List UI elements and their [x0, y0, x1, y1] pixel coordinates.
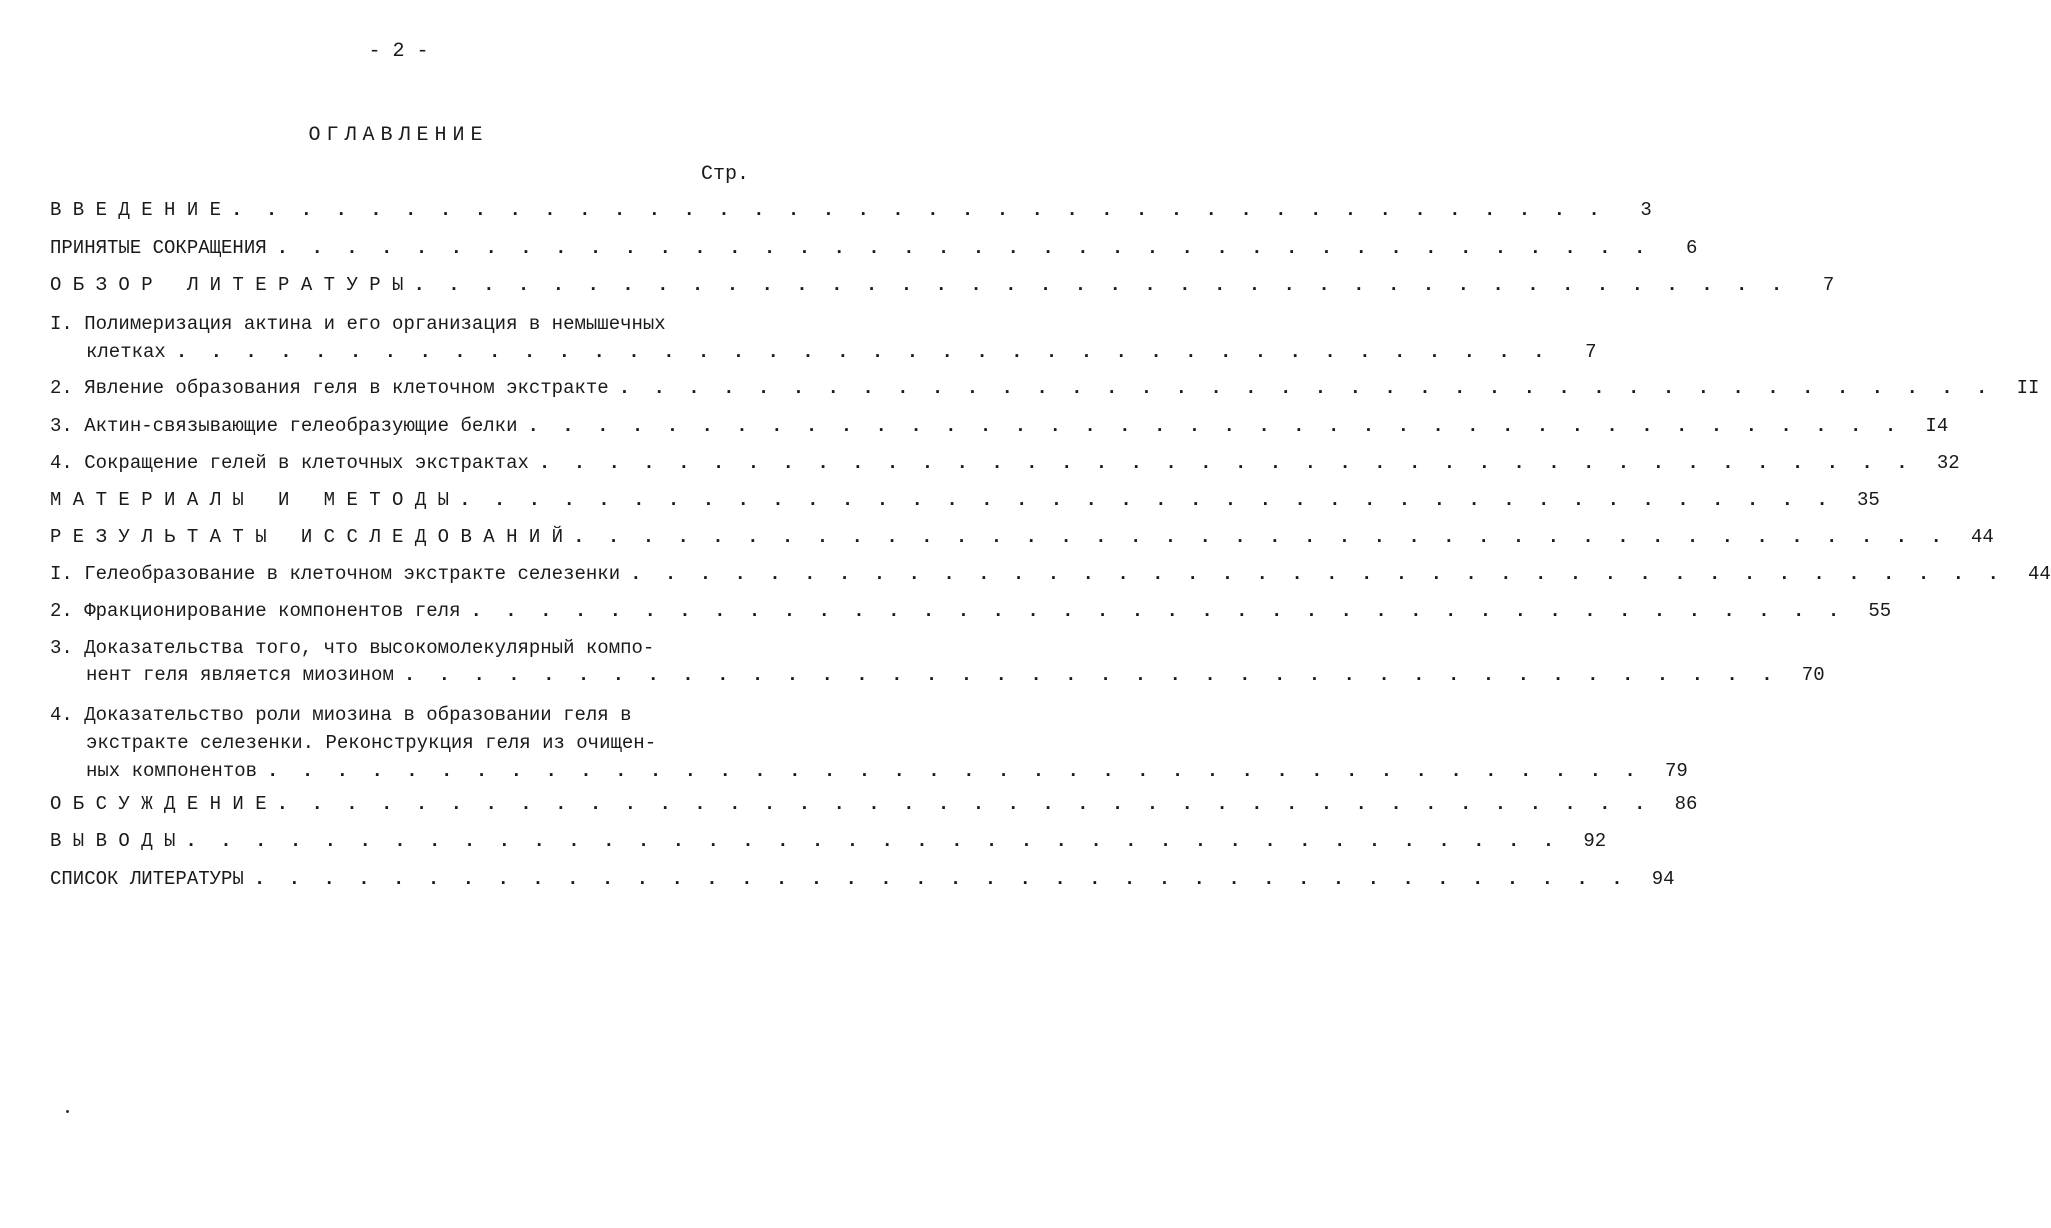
entry-page: 94 [1651, 868, 1675, 890]
page-number: - 2 - [368, 40, 429, 63]
entry-title: М А Т Е Р И А Л Ы И М Е Т О Д Ы [50, 489, 450, 511]
entry-page: 92 [1583, 830, 1607, 852]
toc-entry-materials-methods [50, 488, 1880, 512]
toc-entry-references [50, 867, 1675, 891]
entry-title: О Б З О Р Л И Т Е Р А Т У Р Ы [50, 274, 404, 296]
page-title: ОГЛАВЛЕНИЕ [308, 124, 489, 147]
page-column-label: Стр. [700, 163, 749, 186]
entry-page: 7 [1822, 274, 1835, 296]
entry-title: 4. Сокращение гелей в клеточных экстрактах [50, 452, 529, 474]
toc-entry-results-4 [50, 703, 1688, 783]
entry-page: I4 [1925, 415, 1949, 437]
dot-leader: . . . . . . . . . . . . . . . . . . . . . . . . . . . . . . . . . . . . . . . . [413, 274, 1789, 296]
entry-page: 55 [1868, 600, 1892, 622]
dot-leader: . . . . . . . . . . . . . . . . . . . . . . . . . . . . . . . . . . . . . . . . [185, 830, 1561, 852]
toc-entry-results-1 [50, 562, 2051, 586]
toc-entry-results [50, 525, 1994, 549]
entry-page: 35 [1857, 489, 1880, 511]
entry-title: 2. Явление образования геля в клеточном экстракте [50, 377, 609, 399]
dot-leader: . . . . . . . . . . . . . . . . . . . . . . . . . . . . . . . . . . . . . . . . [573, 526, 1948, 548]
dot-leader: . . . . . . . . . . . . . . . . . . . . . . . . . . . . . . . . . . . . . . . . [527, 415, 1903, 437]
dot-leader: . . . . . . . . . . . . . . . . . . . . . . . . . . . . . . . . . . . . . . . . [175, 341, 1551, 363]
entry-title-line: I. Полимеризация актина и его организация в немышечных [50, 313, 666, 335]
entry-page: 79 [1664, 760, 1688, 782]
dot-leader: . . . . . . . . . . . . . . . . . . . . . . . . . . . . . . . . . . . . . . . . [231, 199, 1606, 221]
entry-title-line: экстракте селезенки. Реконструкция геля из очищен- [86, 732, 657, 754]
entry-title: 2. Фракционирование компонентов геля [50, 600, 461, 622]
toc-entry-literature-review [50, 273, 1835, 297]
entry-page: 86 [1674, 793, 1698, 815]
entry-page: 32 [1936, 452, 1960, 474]
entry-title: В Ы В О Д Ы [50, 830, 176, 852]
entry-title-line: ных компонентов [86, 760, 258, 782]
dot-leader: . . . . . . . . . . . . . . . . . . . . . . . . . . . . . . . . . . . . . . . . [538, 452, 1914, 474]
entry-page: 6 [1685, 237, 1698, 259]
entry-title: О Б С У Ж Д Е Н И Е [50, 793, 267, 815]
entry-page: 7 [1585, 341, 1597, 363]
dot-leader: . . . . . . . . . . . . . . . . . . . . . . . . . . . . . . . . . . . . . . . . [459, 489, 1834, 511]
toc-entry-review-3 [50, 414, 1949, 438]
entry-title: Р Е З У Л Ь Т А Т Ы И С С Л Е Д О В А Н И Й [50, 526, 564, 548]
entry-page: 70 [1801, 664, 1825, 686]
entry-page: 3 [1640, 199, 1652, 221]
toc-entry-review-1 [50, 312, 1597, 364]
entry-title-line: клетках [86, 341, 166, 363]
entry-title-line: нент геля является миозином [86, 664, 394, 686]
toc-entry-discussion [50, 792, 1698, 816]
entry-title-line: 3. Доказательства того, что высокомолекулярный компо- [50, 637, 655, 659]
toc-entry-conclusions [50, 829, 1607, 853]
entry-title: В В Е Д Е Н И Е [50, 199, 222, 221]
dot-leader: . . . . . . . . . . . . . . . . . . . . . . . . . . . . . . . . . . . . . . . . [630, 563, 2005, 585]
entry-title-line: 4. Доказательство роли миозина в образовании геля в [50, 704, 632, 726]
dot-leader: . . . . . . . . . . . . . . . . . . . . . . . . . . . . . . . . . . . . . . . . [267, 760, 1642, 782]
toc-entry-introduction [50, 198, 1652, 222]
scan-speck [66, 1110, 69, 1113]
toc-entry-results-3 [50, 636, 1825, 687]
entry-title: СПИСОК ЛИТЕРАТУРЫ [50, 868, 244, 890]
dot-leader: . . . . . . . . . . . . . . . . . . . . . . . . . . . . . . . . . . . . . . . . [403, 664, 1779, 686]
entry-page: II [2016, 377, 2040, 399]
entry-page: 44 [1971, 526, 1994, 548]
dot-leader: . . . . . . . . . . . . . . . . . . . . . . . . . . . . . . . . . . . . . . . . [253, 868, 1629, 890]
dot-leader: . . . . . . . . . . . . . . . . . . . . . . . . . . . . . . . . . . . . . . . . [276, 793, 1652, 815]
dot-leader: . . . . . . . . . . . . . . . . . . . . . . . . . . . . . . . . . . . . . . . . [470, 600, 1846, 622]
entry-title: ПРИНЯТЫЕ СОКРАЩЕНИЯ [50, 237, 267, 259]
dot-leader: . . . . . . . . . . . . . . . . . . . . . . . . . . . . . . . . . . . . . . . . [276, 237, 1652, 259]
dot-leader: . . . . . . . . . . . . . . . . . . . . . . . . . . . . . . . . . . . . . . . . [618, 377, 1994, 399]
toc-entry-review-4 [50, 451, 1960, 475]
entry-page: 44 [2028, 563, 2051, 585]
entry-title: 3. Актин-связывающие гелеобразующие белки [50, 415, 518, 437]
entry-title: I. Гелеобразование в клеточном экстракте селезенки [50, 563, 621, 585]
toc-entry-abbreviations [50, 236, 1698, 260]
toc-entry-review-2 [50, 376, 2040, 400]
toc-entry-results-2 [50, 599, 1892, 623]
